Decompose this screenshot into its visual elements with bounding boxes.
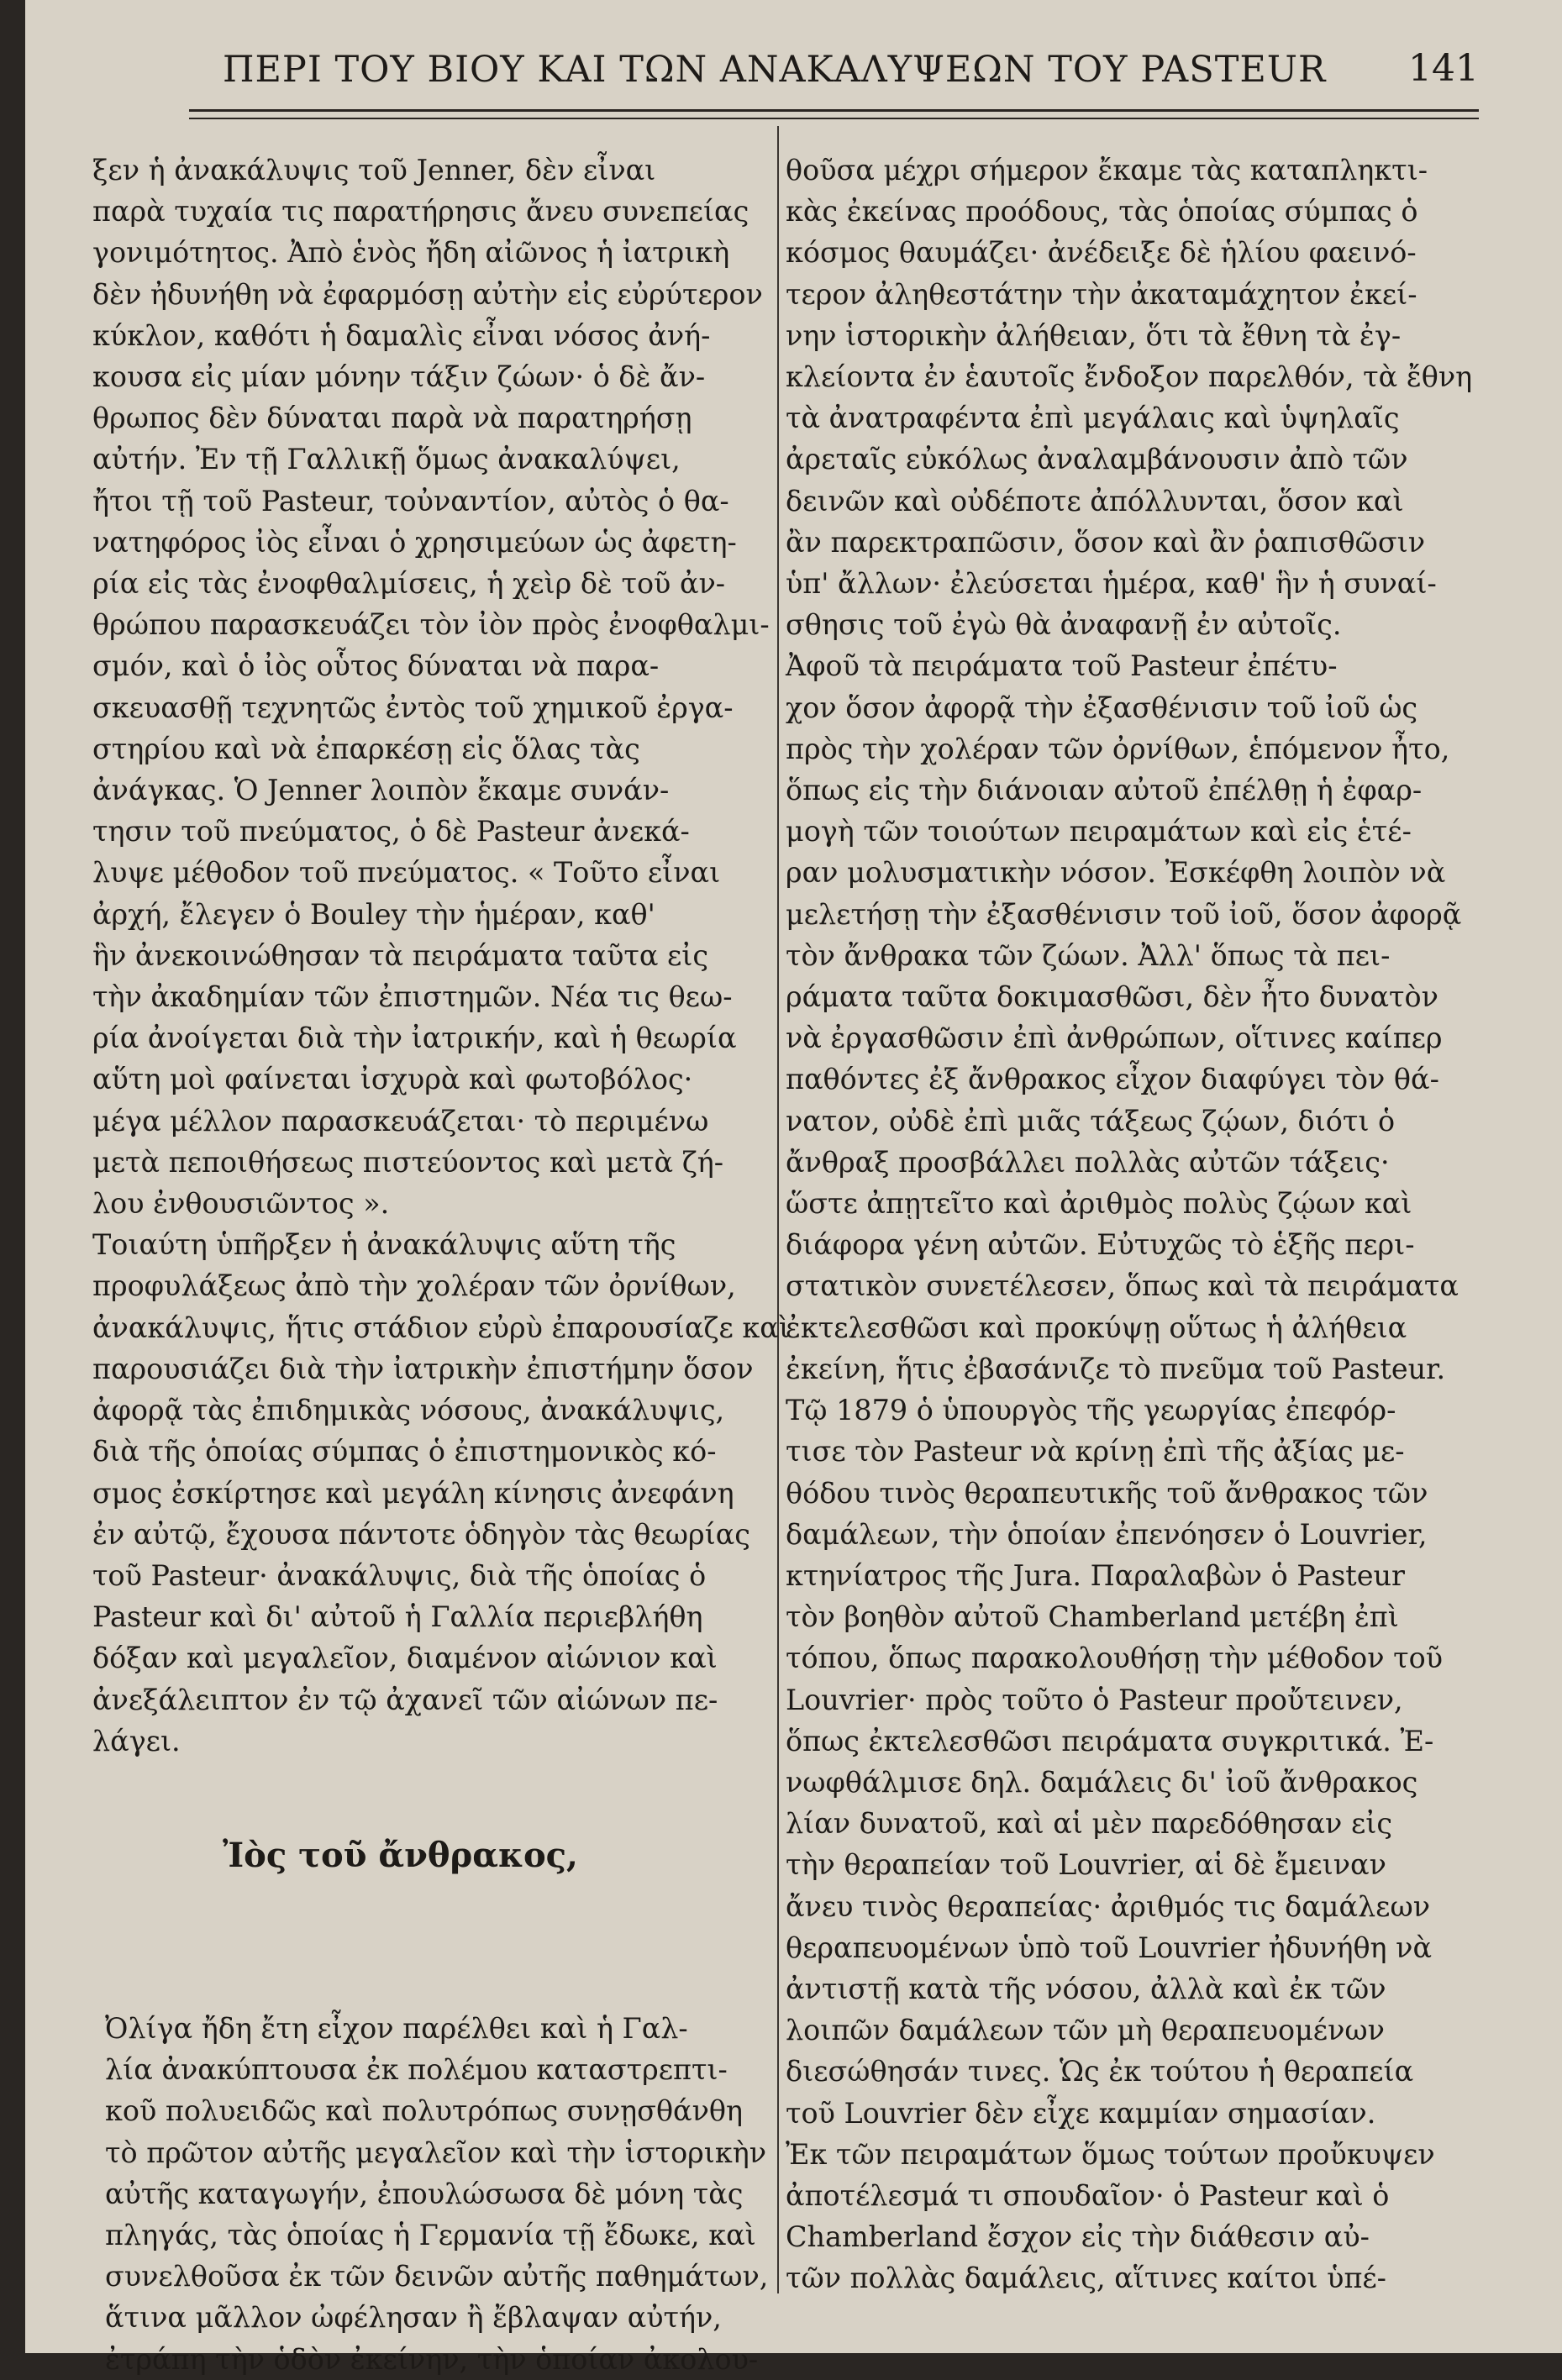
text-line: ἂν παρεκτραπῶσιν, ὅσον καὶ ἂν ῥαπισθῶσιν xyxy=(786,525,1426,559)
text-line: τὰ ἀνατραφέντα ἐπὶ μεγάλαις καὶ ὑψηλαῖς xyxy=(786,402,1400,435)
text-line: νην ἱστορικὴν ἀλήθειαν, ὅτι τὰ ἔθνη τὰ ἐγ- xyxy=(786,318,1402,352)
text-line: νωφθάλμισε δηλ. δαμάλεις δι' ἰοῦ ἄνθρακος xyxy=(786,1765,1418,1799)
text-line: δόξαν καὶ μεγαλεῖον, διαμένον αἰώνιον καὶ xyxy=(92,1642,718,1675)
text-line: τοῦ Pasteur· ἀνακάλυψις, διὰ τῆς ὁποίας ὁ xyxy=(92,1558,707,1592)
text-line: ὥστε ἀπῃτεῖτο καὶ ἀριθμὸς πολὺς ζῴων καὶ xyxy=(786,1187,1412,1221)
text-line: στατικὸν συνετέλεσεν, ὅπως καὶ τὰ πειράματα xyxy=(786,1269,1459,1303)
text-line: σμος ἐσκίρτησε καὶ μεγάλη κίνησις ἀνεφάνη xyxy=(92,1476,734,1510)
text-line: ἀποτέλεσμά τι σπουδαῖον· ὁ Pasteur καὶ ὁ xyxy=(786,2178,1390,2212)
text-line: κὰς ἐκείνας προόδους, τὰς ὁποίας σύμπας ὁ xyxy=(786,195,1418,229)
text-line: συνελθοῦσα ἐκ τῶν δεινῶν αὐτῆς παθημάτων, xyxy=(105,2260,769,2293)
column-divider xyxy=(777,126,779,2293)
text-line: Chamberland ἔσχον εἰς τὴν διάθεσιν αὐ- xyxy=(786,2220,1370,2254)
text-line: ρία εἰς τὰς ἐνοφθαλμίσεις, ἡ χεὶρ δὲ τοῦ ἀν- xyxy=(92,567,726,601)
text-line: ὅπως ἐκτελεσθῶσι πειράματα συγκριτικά. Ἐ- xyxy=(786,1724,1434,1757)
page-number: 141 xyxy=(1408,47,1479,90)
text-line: μελετήσῃ τὴν ἐξασθένισιν τοῦ ἰοῦ, ὅσον ἀφορᾷ xyxy=(786,897,1462,931)
text-line: ἀρχή, ἔλεγεν ὁ Bouley τὴν ἡμέραν, καθ' xyxy=(92,897,655,931)
text-line: λου ἐνθουσιῶντος ». xyxy=(92,1187,390,1221)
text-line: δεινῶν καὶ οὐδέποτε ἀπόλλυνται, ὅσον καὶ xyxy=(786,484,1404,518)
text-line: νατον, οὐδὲ ἐπὶ μιᾶς τάξεως ζῴων, διότι ὁ xyxy=(786,1104,1396,1137)
text-line: τισε τὸν Pasteur νὰ κρίνῃ ἐπὶ τῆς ἀξίας με- xyxy=(786,1435,1405,1468)
text-line: αὐτῆς καταγωγήν, ἐπουλώσωσα δὲ μόνη τὰς xyxy=(105,2177,744,2210)
text-line: Ἐκ τῶν πειραμάτων ὅμως τούτων προὔκυψεν xyxy=(786,2137,1435,2171)
text-line: δαμάλεων, τὴν ὁποίαν ἐπενόησεν ὁ Louvrier, xyxy=(786,1517,1428,1551)
text-line: τῶν πολλὰς δαμάλεις, αἵτινες καίτοι ὑπέ- xyxy=(786,2262,1386,2295)
text-line: αὐτήν. Ἐν τῇ Γαλλικῇ ὅμως ἀνακαλύψει, xyxy=(92,443,681,476)
text-line: παρουσιάζει διὰ τὴν ἰατρικὴν ἐπιστήμην ὅσον xyxy=(92,1352,754,1385)
text-line: μετὰ πεποιθήσεως πιστεύοντος καὶ μετὰ ζή- xyxy=(92,1145,724,1179)
text-line: νὰ ἐργασθῶσιν ἐπὶ ἀνθρώπων, οἵτινες καίπερ xyxy=(786,1022,1443,1055)
text-line: μέγα μέλλον παρασκευάζεται· τὸ περιμένω xyxy=(92,1104,709,1137)
text-line: ὑπ' ἄλλων· ἐλεύσεται ἡμέρα, καθ' ἣν ἡ συναί- xyxy=(786,567,1437,601)
text-line: ἐκτελεσθῶσι καὶ προκύψῃ οὕτως ἡ ἀλήθεια xyxy=(786,1311,1407,1344)
text-line: ἐν αὐτῷ, ἔχουσα πάντοτε ὁδηγὸν τὰς θεωρίας xyxy=(92,1517,750,1551)
text-line: ἀντιστῇ κατὰ τῆς νόσου, ἀλλὰ καὶ ἐκ τῶν xyxy=(786,1972,1386,2005)
text-line: ἀφορᾷ τὰς ἐπιδημικὰς νόσους, ἀνακάλυψις, xyxy=(92,1394,725,1427)
text-line: θρώπου παρασκευάζει τὸν ἰὸν πρὸς ἐνοφθαλμι- xyxy=(92,608,770,642)
text-line: πρὸς τὴν χολέραν τῶν ὀρνίθων, ἑπόμενον ἦτο, xyxy=(786,732,1450,765)
header-rule-thin xyxy=(189,118,1479,119)
text-line: ἀρεταῖς εὐκόλως ἀναλαμβάνουσιν ἀπὸ τῶν xyxy=(786,443,1408,476)
text-line: ἣν ἀνεκοινώθησαν τὰ πειράματα ταῦτα εἰς xyxy=(92,938,709,972)
text-line: τοῦ Louvrier δὲν εἶχε καμμίαν σημασίαν. xyxy=(786,2096,1376,2130)
text-line: παθόντες ἐξ ἄνθρακος εἶχον διαφύγει τὸν θά- xyxy=(786,1063,1439,1096)
text-line: κουσα εἰς μίαν μόνην τάξιν ζώων· ὁ δὲ ἄν- xyxy=(92,360,706,394)
text-line: κοῦ πολυειδῶς καὶ πολυτρόπως συνῃσθάνθη xyxy=(105,2094,744,2128)
text-line: νατηφόρος ἰὸς εἶναι ὁ χρησιμεύων ὡς ἀφετη- xyxy=(92,525,737,559)
text-line: δὲν ἠδυνήθη νὰ ἐφαρμόσῃ αὐτὴν εἰς εὐρύτερον xyxy=(92,277,763,311)
text-line: διάφορα γένη αὐτῶν. Εὐτυχῶς τὸ ἑξῆς περι- xyxy=(786,1228,1415,1262)
text-line: ἐκείνη, ἥτις ἐβασάνιζε τὸ πνεῦμα τοῦ Pasteur. xyxy=(786,1352,1446,1385)
text-line: θοῦσα μέχρι σήμερον ἔκαμε τὰς καταπληκτι- xyxy=(786,154,1428,187)
text-line: τὴν ἀκαδημίαν τῶν ἐπιστημῶν. Νέα τις θεω- xyxy=(92,980,733,1014)
text-line: τὸν βοηθὸν αὐτοῦ Chamberland μετέβη ἐπὶ xyxy=(786,1600,1399,1634)
text-line: τὸν ἄνθρακα τῶν ζώων. Ἀλλ' ὅπως τὰ πει- xyxy=(786,938,1391,972)
left-column xyxy=(92,150,790,1762)
text-line: στηρίου καὶ νὰ ἐπαρκέσῃ εἰς ὅλας τὰς xyxy=(92,732,640,765)
text-line: θεραπευομένων ὑπὸ τοῦ Louvrier ἠδυνήθη νὰ xyxy=(786,1931,1433,1964)
text-line: λίαν δυνατοῦ, καὶ αἱ μὲν παρεδόθησαν εἰς xyxy=(786,1807,1393,1841)
text-line: λάγει. xyxy=(92,1724,181,1757)
text-line: τερον ἀληθεστάτην τὴν ἀκαταμάχητον ἐκεί- xyxy=(786,277,1417,311)
text-line: ξεν ἡ ἀνακάλυψις τοῦ Jenner, δὲν εἶναι xyxy=(92,154,656,187)
text-line: ἀνεξάλειπτον ἐν τῷ ἀχανεῖ τῶν αἰώνων πε- xyxy=(92,1683,718,1716)
text-line: χον ὅσον ἀφορᾷ τὴν ἐξασθένισιν τοῦ ἰοῦ ὡς xyxy=(786,691,1418,724)
text-line: αὕτη μοὶ φαίνεται ἰσχυρὰ καὶ φωτοβόλος· xyxy=(92,1063,693,1096)
text-line: προφυλάξεως ἀπὸ τὴν χολέραν τῶν ὀρνίθων, xyxy=(92,1269,736,1303)
text-line: θρωπος δὲν δύναται παρὰ νὰ παρατηρήσῃ xyxy=(92,402,692,435)
section-heading: Ἰὸς τοῦ ἄνθρακος, xyxy=(223,1836,578,1875)
text-line: τὴν θεραπείαν τοῦ Louvrier, αἱ δὲ ἔμειναν xyxy=(786,1848,1386,1882)
text-line: λοιπῶν δαμάλεων τῶν μὴ θεραπευομένων xyxy=(786,2014,1385,2047)
text-line: ἤτοι τῇ τοῦ Pasteur, τοὐναντίον, αὐτὸς ὁ θα- xyxy=(92,484,729,518)
header-rule xyxy=(189,109,1479,112)
text-line: ἐτράπη τὴν ὁδὸν ἐκείνην, τὴν ὁποίαν ἀκολου- xyxy=(105,2342,759,2376)
text-line: ραν μολυσματικὴν νόσον. Ἐσκέφθη λοιπὸν νὰ xyxy=(786,856,1446,890)
text-line: τησιν τοῦ πνεύματος, ὁ δὲ Pasteur ἀνεκά- xyxy=(92,815,690,848)
text-line: ὅπως εἰς τὴν διάνοιαν αὐτοῦ ἐπέλθῃ ἡ ἐφαρ- xyxy=(786,774,1423,807)
text-line: Τῷ 1879 ὁ ὑπουργὸς τῆς γεωργίας ἐπεφόρ- xyxy=(786,1394,1396,1427)
text-line: σθησις τοῦ ἐγὼ θὰ ἀναφανῇ ἐν αὐτοῖς. xyxy=(786,608,1342,642)
text-line: γονιμότητος. Ἀπὸ ἑνὸς ἤδη αἰῶνος ἡ ἰατρικὴ xyxy=(92,236,730,270)
text-line: διεσώθησάν τινες. Ὡς ἐκ τούτου ἡ θεραπεία xyxy=(786,2055,1414,2088)
text-line: θόδου τινὸς θεραπευτικῆς τοῦ ἄνθρακος τῶν xyxy=(786,1476,1428,1510)
text-line: ἄνευ τινὸς θεραπείας· ἀριθμός τις δαμάλεων xyxy=(786,1889,1430,1923)
text-line: ἄνθραξ προσβάλλει πολλὰς αὐτῶν τάξεις· xyxy=(786,1145,1390,1179)
text-line: κόσμος θαυμάζει· ἀνέδειξε δὲ ἡλίου φαεινό- xyxy=(786,236,1417,270)
text-line: Pasteur καὶ δι' αὐτοῦ ἡ Γαλλία περιεβλήθη xyxy=(92,1600,703,1634)
text-line: παρὰ τυχαία τις παρατήρησις ἄνευ συνεπείας xyxy=(92,195,749,229)
right-column xyxy=(786,150,1483,2299)
section-text xyxy=(105,2008,769,2380)
text-line: τὸ πρῶτον αὐτῆς μεγαλεῖον καὶ τὴν ἱστορικὴν xyxy=(105,2136,767,2169)
book-page xyxy=(25,0,1562,2376)
text-line: κύκλον, καθότι ἡ δαμαλὶς εἶναι νόσος ἀνή- xyxy=(92,318,711,352)
text-line: λυψε μέθοδον τοῦ πνεύματος. « Τοῦτο εἶναι xyxy=(92,856,721,890)
text-line: κτηνίατρος τῆς Jura. Παραλαβὼν ὁ Pasteur xyxy=(786,1558,1405,1592)
text-line: ρία ἀνοίγεται διὰ τὴν ἰατρικήν, καὶ ἡ θεωρία xyxy=(92,1022,737,1055)
text-line: Louvrier· πρὸς τοῦτο ὁ Pasteur προὔτεινεν, xyxy=(786,1683,1403,1716)
text-line: διὰ τῆς ὁποίας σύμπας ὁ ἐπιστημονικὸς κό- xyxy=(92,1435,717,1468)
text-line: σμόν, καὶ ὁ ἰὸς οὗτος δύναται νὰ παρα- xyxy=(92,649,660,683)
text-line: τόπου, ὅπως παρακολουθήσῃ τὴν μέθοδον τοῦ xyxy=(786,1642,1444,1675)
text-line: Τοιαύτη ὑπῆρξεν ἡ ἀνακάλυψις αὕτη τῆς xyxy=(92,1228,676,1262)
text-line: Ἀφοῦ τὰ πειράματα τοῦ Pasteur ἐπέτυ- xyxy=(786,649,1338,683)
text-line: μογὴ τῶν τοιούτων πειραμάτων καὶ εἰς ἑτέ- xyxy=(786,815,1412,848)
running-title: ΠΕΡΙ ΤΟΥ ΒΙΟΥ ΚΑΙ ΤΩΝ ΑΝΑΚΑΛΥΨΕΩΝ ΤΟΥ PASTEUR xyxy=(223,49,1327,91)
page-header xyxy=(189,44,1479,111)
text-line: ράματα ταῦτα δοκιμασθῶσι, δὲν ἦτο δυνατὸν xyxy=(786,980,1438,1014)
text-line: σκευασθῇ τεχνητῶς ἐντὸς τοῦ χημικοῦ ἐργα- xyxy=(92,691,734,724)
text-line: πληγάς, τὰς ὁποίας ἡ Γερμανία τῇ ἔδωκε, καὶ xyxy=(105,2219,756,2252)
text-line: ἀνάγκας. Ὁ Jenner λοιπὸν ἔκαμε συνάν- xyxy=(92,774,670,807)
text-line: ἀνακάλυψις, ἥτις στάδιον εὐρὺ ἐπαρουσίαζε καὶ xyxy=(92,1311,790,1344)
text-line: κλείοντα ἐν ἑαυτοῖς ἔνδοξον παρελθόν, τὰ ἔθνη xyxy=(786,360,1473,394)
text-line: λία ἀνακύπτουσα ἐκ πολέμου καταστρεπτι- xyxy=(105,2053,728,2087)
text-line: ἅτινα μᾶλλον ὠφέλησαν ἢ ἔβλαψαν αὐτήν, xyxy=(105,2301,722,2335)
text-line: Ὀλίγα ἤδη ἔτη εἶχον παρέλθει καὶ ἡ Γαλ- xyxy=(105,2012,688,2045)
